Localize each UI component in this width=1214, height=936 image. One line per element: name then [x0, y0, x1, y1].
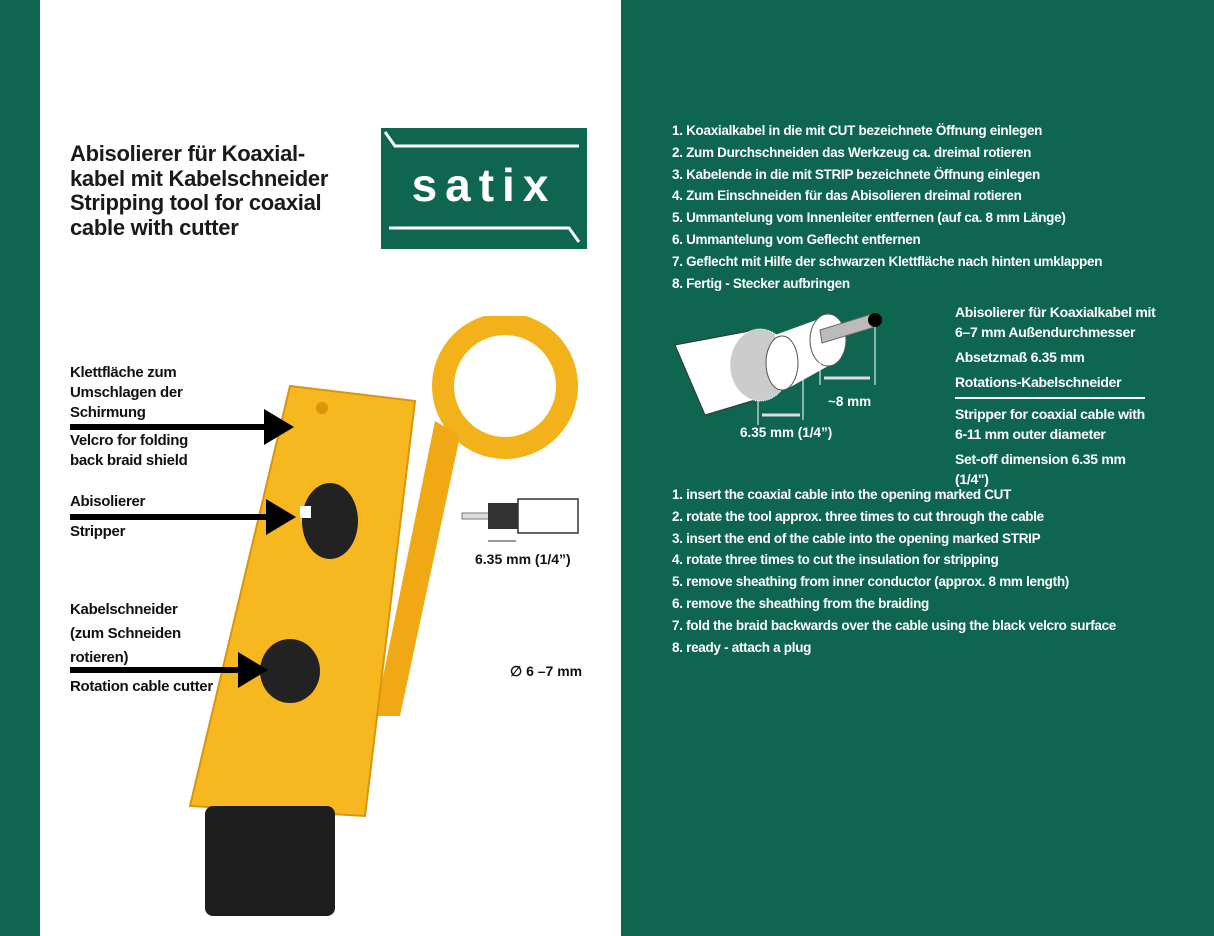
step-item: 5. Ummantelung vom Innenleiter entfernen (auf ca. 8 mm Länge) [672, 210, 1066, 226]
dimension-8mm: ~8 mm [828, 394, 872, 409]
label-line: rotieren) [70, 649, 129, 666]
step-item: 1. Koaxialkabel in die mit CUT bezeichnete Öffnung einlegen [672, 123, 1043, 138]
label-line: Klettfläche zum [70, 364, 177, 381]
cutter-arrow [70, 667, 240, 673]
steps-en [672, 484, 1116, 658]
step-item: 4. rotate three times to cut the insulation for stripping [672, 552, 999, 568]
label-line: Velcro for folding [70, 432, 188, 449]
title-line: kabel mit Kabelschneider [70, 165, 329, 191]
spec-item: Absetzmaß 6.35 mm [955, 349, 1085, 365]
steps-de [672, 120, 1102, 294]
label-line: (zum Schneiden [70, 625, 181, 642]
divider [955, 397, 1145, 399]
cutter-label-en: Rotation cable cutter [70, 678, 213, 695]
step-item: 8. ready - attach a plug [672, 639, 812, 655]
step-item: 8. Fertig - Stecker aufbringen [672, 275, 850, 291]
step-item: 6. Ummantelung vom Geflecht entfernen [672, 231, 921, 247]
title-line: Abisolierer für Koaxial- [70, 141, 305, 166]
step-item: 1. insert the coaxial cable into the opening marked CUT [672, 487, 1012, 502]
step-item: 4. Zum Einschneiden für das Abisolieren dreimal rotieren [672, 188, 1022, 204]
velcro-label [70, 363, 188, 471]
spec-item: Abisolierer für Koaxialkabel mit 6–7 mm Außendurchmesser [955, 304, 1156, 340]
dimension-635mm: 6.35 mm (1/4”) [740, 425, 833, 440]
satix-logo [381, 128, 587, 249]
spec-item: Rotations-Kabelschneider [955, 374, 1122, 390]
label-line: Umschlagen der [70, 384, 183, 401]
cable-diagram [670, 305, 900, 435]
stripper-label-en: Stripper [70, 523, 126, 540]
stripper-label-de: Abisolierer [70, 493, 146, 510]
label-line: Kabelschneider [70, 601, 178, 618]
cable-dimension: 6.35 mm (1/4”) [475, 551, 571, 567]
label-line: back braid shield [70, 452, 188, 469]
logo-text: satix [411, 159, 557, 211]
title-line: Stripping tool for coaxial [70, 190, 322, 215]
step-item: 6. remove the sheathing from the braiding [672, 595, 929, 611]
step-item: 7. fold the braid backwards over the cable using the black velcro surface [672, 617, 1117, 633]
product-title [70, 142, 328, 240]
cutter-label [70, 600, 181, 668]
step-item: 3. Kabelende in die mit STRIP bezeichnete Öffnung einlegen [672, 166, 1040, 182]
spec-item: Set-off dimension 6.35 mm (1/4") [955, 451, 1126, 487]
spec-item: Stripper for coaxial cable with 6-11 mm outer diameter [955, 406, 1145, 442]
title-line: cable with cutter [70, 214, 239, 240]
step-item: 2. rotate the tool approx. three times to cut through the cable [672, 508, 1044, 524]
label-line: Schirmung [70, 404, 146, 421]
step-item: 2. Zum Durchschneiden das Werkzeug ca. dreimal rotieren [672, 144, 1032, 160]
step-item: 3. insert the end of the cable into the opening marked STRIP [672, 530, 1041, 546]
diameter-label: ∅ 6 –7 mm [510, 663, 583, 679]
step-item: 7. Geflecht mit Hilfe der schwarzen Klettfläche nach hinten umklappen [672, 253, 1103, 269]
velcro-arrow [70, 424, 266, 430]
specifications [955, 302, 1160, 494]
step-item: 5. remove sheathing from inner conductor (approx. 8 mm length) [672, 574, 1069, 590]
stripper-arrow [70, 514, 268, 520]
